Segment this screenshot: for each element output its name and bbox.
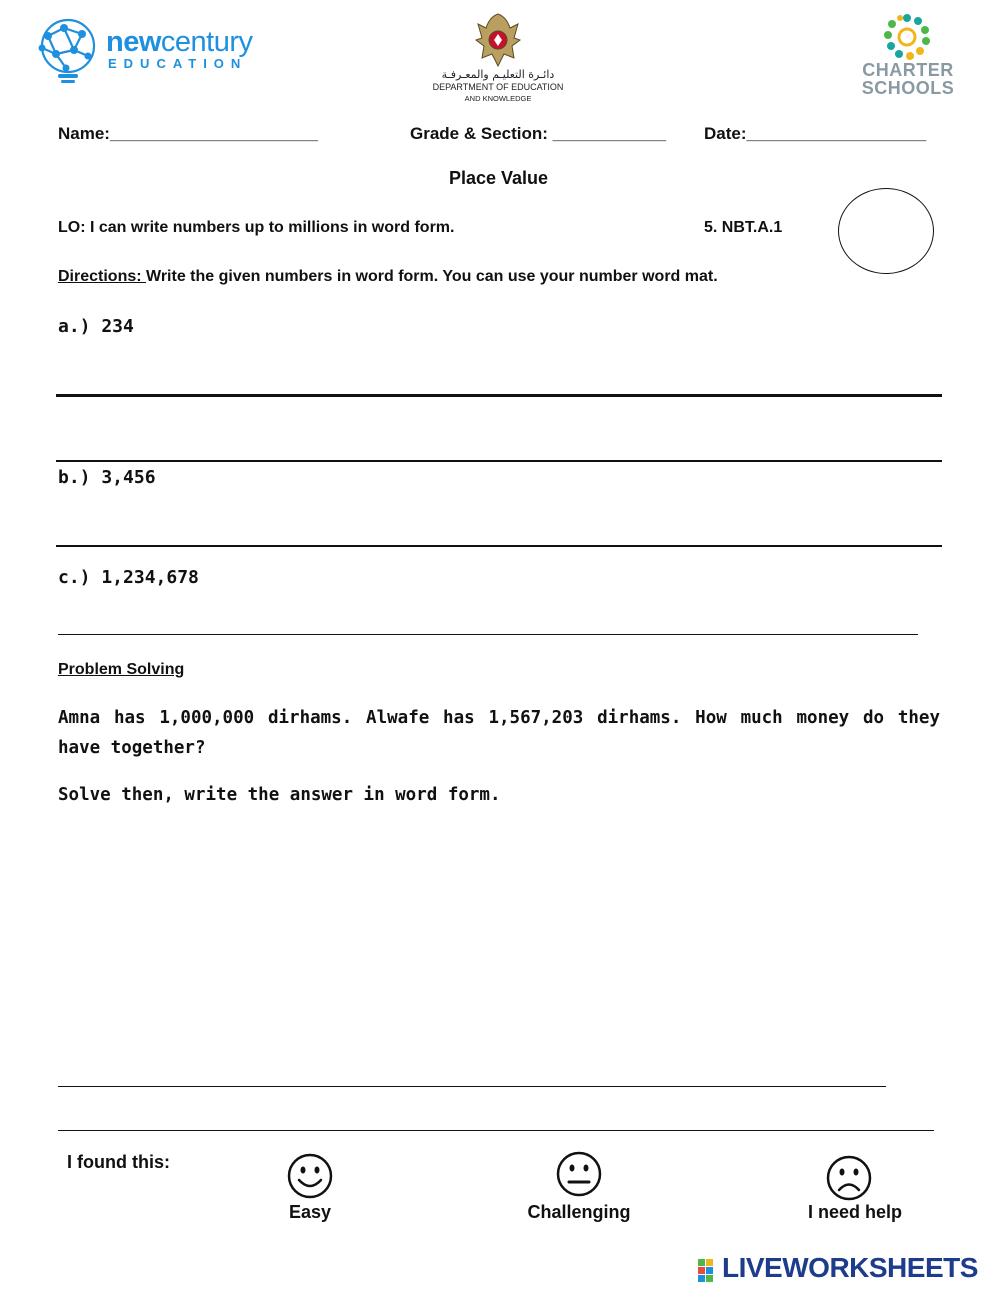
- score-circle: [838, 188, 934, 274]
- name-field[interactable]: Name:______________________: [58, 124, 318, 143]
- charter-schools-logo-icon: [882, 12, 932, 62]
- answer-line-a2[interactable]: [56, 460, 942, 462]
- directions-label: Directions:: [58, 268, 147, 285]
- question-b: b.) 3,456: [58, 467, 156, 488]
- adek-name-line2: AND KNOWLEDGE: [464, 94, 532, 103]
- question-c: c.) 1,234,678: [58, 567, 199, 588]
- problem-solving-heading: Problem Solving: [58, 661, 185, 678]
- adek-name-line1: DEPARTMENT OF EDUCATION: [432, 82, 564, 92]
- answer-line-problem-1[interactable]: [58, 1086, 886, 1087]
- answer-line-b[interactable]: [56, 545, 942, 547]
- newcentury-subtitle: EDUCATION: [108, 56, 248, 71]
- feedback-prompt: I found this:: [67, 1152, 170, 1172]
- directions-text: Write the given numbers in word form. You can use your number word mat.: [146, 268, 718, 285]
- answer-line-c[interactable]: [58, 634, 918, 635]
- smiley-face-icon[interactable]: [287, 1153, 333, 1199]
- sad-face-icon[interactable]: [826, 1155, 872, 1201]
- problem-instruction: Solve then, write the answer in word form.: [58, 785, 501, 805]
- challenging-label: Challenging: [527, 1202, 631, 1222]
- easy-label: Easy: [288, 1202, 332, 1222]
- adek-arabic-name: دائـرة التعليـم والمعـرفـة: [441, 68, 555, 81]
- question-a: a.) 234: [58, 316, 134, 337]
- answer-line-problem-2[interactable]: [58, 1130, 934, 1131]
- learning-objective: LO: I can write numbers up to millions in word form.: [58, 219, 455, 236]
- date-field[interactable]: Date:___________________: [704, 124, 927, 143]
- directions: [58, 268, 718, 286]
- page-title: Place Value: [448, 168, 549, 188]
- problem-text: Amna has 1,000,000 dirhams. Alwafe has 1,567,203 dirhams. How much money do they have together?: [58, 708, 940, 758]
- need-help-label: I need help: [807, 1202, 903, 1222]
- neutral-face-icon[interactable]: [556, 1151, 602, 1197]
- falcon-emblem-icon: [470, 10, 526, 70]
- standard-code: 5. NBT.A.1: [704, 219, 783, 236]
- grade-section-field[interactable]: Grade & Section: ____________: [410, 124, 667, 143]
- charter-schools-line1: CHARTER: [862, 60, 954, 80]
- charter-schools-line2: SCHOOLS: [861, 78, 955, 98]
- liveworksheets-logo-icon: [698, 1259, 722, 1283]
- newcentury-wordmark: newcentury: [106, 26, 253, 58]
- answer-line-a1[interactable]: [56, 394, 942, 397]
- liveworksheets-watermark: LIVEWORKSHEETS: [722, 1252, 978, 1283]
